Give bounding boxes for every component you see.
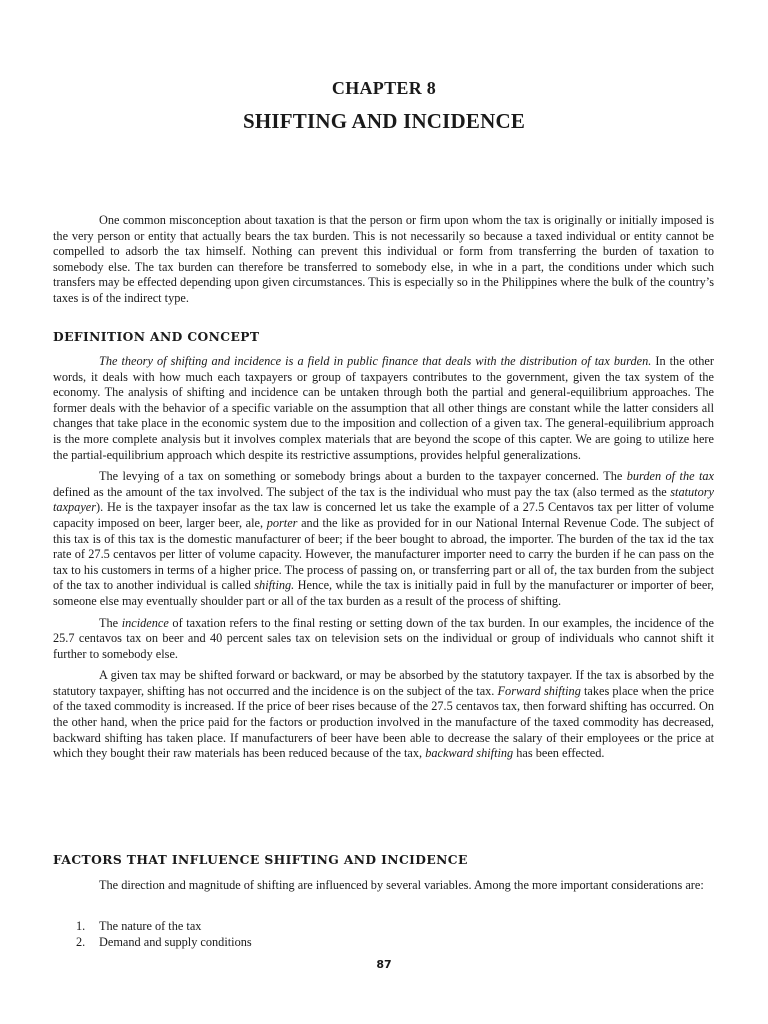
list-item: 1. The nature of the tax [76, 919, 202, 933]
intro-paragraph: One common misconception about taxation is that the person or firm upon whom the tax is originally or initially imposed is the very person or entity that actually bears the tax burden. This is not necessarily so because a taxed individual or entity cannot be compelled to adsorb the tax himself. Nothing can prevent this individual or form from transferring the burden of taxation to somebody else. The tax burden can therefore be transferred to somebody else, in whe in a part, the conditions under which such transfers may be effected depending upon given circumstances. This is especially so in the Philippines where the bulk of the country’s taxes is of the indirect type. [53, 213, 714, 305]
term-burden-of-tax: burden of the tax [626, 469, 714, 484]
term-statutory-taxpayer: statutory taxpayer [53, 484, 714, 515]
definition-paragraph-3: The incidence of taxation refers to the final resting or setting down of the tax burden. In our examples, the incidence of the 25.7 centavos tax on beer and 40 percent sales tax on television sets on the individual or group of individuals who cannot shift it further to somebody else. [53, 615, 715, 661]
list-item: 2. Demand and supply conditions [76, 935, 252, 949]
term-backward-shifting: backward shifting [425, 746, 514, 761]
factors-paragraph: The direction and magnitude of shifting are influenced by several variables. Among the more important considerations are: [99, 878, 704, 892]
chapter-number: CHAPTER 8 [331, 78, 437, 98]
definition-paragraph-4: A given tax may be shifted forward or backward, or may be absorbed by the statutory taxpayer. If the tax is absorbed by the statutory taxpayer, shifting has not occurred and the incidence is on the subject of the tax. Forward shifting takes place when the price of the taxed commodity is increased. If the price of beer rises because of the 27.5 centavos tax, then forward shifting has occurred. On the other hand, when the price paid for the factors or production involved in the manufacture of the taxed commodity has decreased, backward shifting has taken place. If manufacturers of beer have been able to decrease the salary of their employees or the price at which they bought their raw materials has been reduced because of the tax, backward shifting has been effected. [53, 668, 714, 761]
section-heading-definition: DEFINITION AND CONCEPT [53, 329, 260, 344]
definition-section [53, 354, 714, 762]
chapter-title: SHIFTING AND INCIDENCE [242, 109, 526, 133]
term-forward-shifting: Forward shifting [497, 683, 581, 698]
term-incidence: incidence [121, 615, 169, 630]
intro-section [53, 213, 714, 307]
page-number: 87 [376, 958, 392, 971]
definition-paragraph-1: The theory of shifting and incidence is a field in public finance that deals with the distribution of tax burden. In the other words, it deals with how much each taxpayers or group of taxpayers contributes to the government, given the tax system of the economy. The analysis of shifting and incidence can be untaken through both the partial and general-equilibrium approaches. The former deals with the behavior of a specific variable on the assumption that all other things are constant while the latter considers all changes that take place in the economic system due to the imposition and collection of a given tax. The general-equilibrium approach is the more complete analysis but it involves complex materials that are beyond the scope of this capter. We are going to utilize here the partial-equilibrium approach which despite its restrictive assumptions, provides helpful generalizations. [53, 354, 714, 462]
section-heading-factors: FACTORS THAT INFLUENCE SHIFTING AND INCIDENCE [53, 852, 468, 867]
term-porter: porter [266, 515, 298, 530]
definition-paragraph-2: The levying of a tax on something or somebody brings about a burden to the taxpayer concerned. The burden of the tax defined as the amount of the tax involved. The subject of the tax is the individual who must pay the tax (also termed as the statutory taxpayer). He is the taxpayer insofar as the tax law is concerned let us take the example of a 27.5 Centavos tax per litter of volume capacity imposed on beer, larger beer, ale, porter and the like as provided for in our National Internal Revenue Code. The subject of this tax is of this tax is the domestic manufacturer of beer; if the beer bought to abroad, the importer. The burden of the tax id the tax rate of 27.5 centavos per litter of volume capacity. However, the manufacturer importer need to carry the burden if he can pass on the tax to his customers in terms of a higher price. The process of passing on, or transferring part or all of, the tax burden from the subject of the tax to another individual is called shifting. Hence, while the tax is initially paid in full by the manufacturer or importer of beer, someone else may eventually shoulder part or all of the tax burden as a result of the process of shifting. [53, 469, 715, 608]
theory-definition-italic: The theory of shifting and incidence is a field in public finance that deals with the distribution of tax burden. [99, 354, 652, 368]
factors-section [53, 878, 714, 894]
term-shifting: shifting. [254, 578, 295, 593]
factors-list [53, 918, 252, 950]
